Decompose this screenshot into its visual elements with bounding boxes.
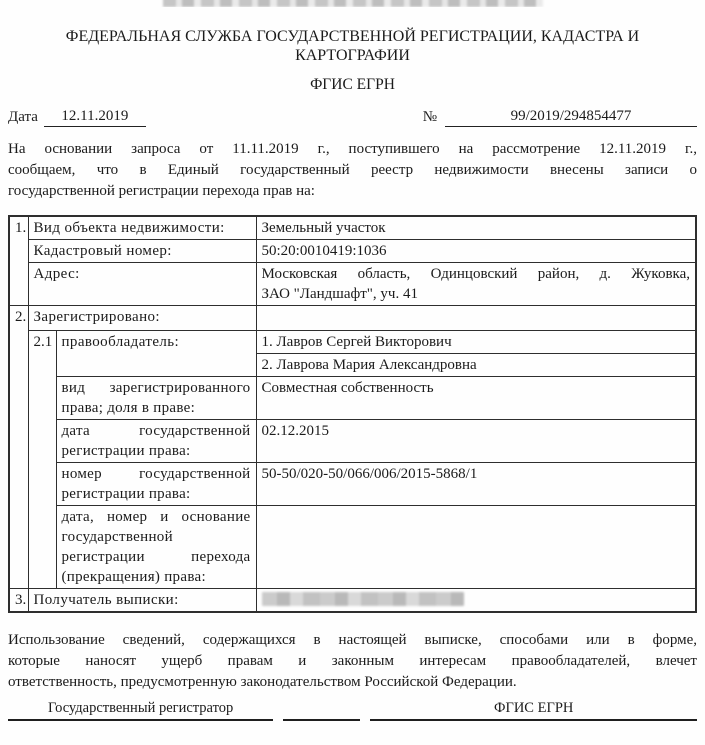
table-row — [9, 589, 696, 613]
redacted-recipient-value — [262, 592, 464, 606]
rightholder-label: правообладатель: — [56, 331, 256, 377]
agency-title — [8, 27, 697, 65]
agency-title-line2: КАРТОГРАФИИ — [295, 47, 410, 64]
table-row — [9, 216, 696, 240]
disclaimer-line: ответственность, предусмотренную законодательством Российской Федерации. — [8, 674, 517, 690]
signature-row — [8, 699, 697, 721]
rightholder-value-1: 1. Лавров Сергей Викторович — [256, 331, 696, 354]
object-type-value: Земельный участок — [256, 216, 696, 240]
reg-date-label: дата государственной регистрации права: — [56, 420, 256, 463]
clipped-text-blur — [163, 0, 543, 7]
system-name: ФГИС ЕГРН — [310, 76, 395, 93]
table-row — [9, 263, 696, 306]
registered-label: Зарегистрировано: — [28, 306, 256, 331]
rightholder-value-2: 2. Лаврова Мария Александровна — [256, 354, 696, 377]
disclaimer-line: Использование сведений, содержащихся в настоящей выписке, способами или в форме, — [8, 632, 697, 648]
intro-line: На основании запроса от 11.11.2019 г., поступившего на рассмотрение 12.11.2019 г., — [8, 141, 697, 157]
cadastral-label: Кадастровый номер: — [28, 240, 256, 263]
table-row — [9, 420, 696, 463]
disclaimer-paragraph — [8, 630, 697, 693]
reg-number-label: номер государственной регистрации права: — [56, 463, 256, 506]
reg-number-value: 50-50/020-50/066/006/2015-5868/1 — [256, 463, 696, 506]
row-number-2-1: 2.1 — [28, 331, 56, 589]
number-value: 99/2019/294854477 — [445, 106, 697, 127]
intro-line: сообщаем, что в Единый государственный реестр недвижимости внесены записи о — [8, 162, 697, 178]
date-label: Дата — [8, 109, 38, 125]
table-row — [9, 331, 696, 354]
right-type-value: Совместная собственность — [256, 377, 696, 420]
address-value-line2: ЗАО "Ландшафт", уч. 41 — [261, 286, 418, 302]
meta-row — [8, 106, 697, 127]
right-type-label: вид зарегистрированного права; доля в праве: — [56, 377, 256, 420]
table-row — [9, 463, 696, 506]
recipient-value-cell — [256, 589, 696, 613]
address-value — [256, 263, 696, 306]
number-label: № — [422, 109, 437, 125]
row-number-1: 1. — [9, 216, 28, 306]
cadastral-value: 50:20:0010419:1036 — [256, 240, 696, 263]
recipient-label: Получатель выписки: — [28, 589, 256, 613]
object-type-label: Вид объекта недвижимости: — [28, 216, 256, 240]
table-row — [9, 240, 696, 263]
table-row — [9, 306, 696, 331]
address-label: Адрес: — [28, 263, 256, 306]
reg-date-value: 02.12.2015 — [256, 420, 696, 463]
transfer-label: дата, номер и основание государственной регистрации перехода (прекращения) права: — [56, 506, 256, 589]
clipped-text-fragment — [8, 0, 697, 7]
registrar-signature-line: Государственный регистратор — [8, 699, 273, 721]
date-value: 12.11.2019 — [44, 106, 146, 127]
address-value-line1: Московская область, Одинцовский район, д. Жуковка, — [261, 266, 690, 282]
disclaimer-line: которые наносят ущерб правам и законным интересам правообладателей, влечет — [8, 653, 697, 669]
row-number-3: 3. — [9, 589, 28, 613]
intro-line: государственной регистрации перехода прав на: — [8, 183, 315, 199]
fgis-egrn-signature-line: ФГИС ЕГРН — [370, 699, 697, 721]
agency-title-line1: ФЕДЕРАЛЬНАЯ СЛУЖБА ГОСУДАРСТВЕННОЙ РЕГИСТРАЦИИ, КАДАСТРА И — [65, 28, 640, 45]
row-number-2: 2. — [9, 306, 28, 589]
registered-value-empty — [256, 306, 696, 331]
empty-signature-line — [283, 699, 360, 721]
table-row — [9, 377, 696, 420]
intro-paragraph — [8, 139, 697, 202]
egrn-records-table — [8, 215, 697, 613]
table-row — [9, 506, 696, 589]
transfer-value-empty — [256, 506, 696, 589]
